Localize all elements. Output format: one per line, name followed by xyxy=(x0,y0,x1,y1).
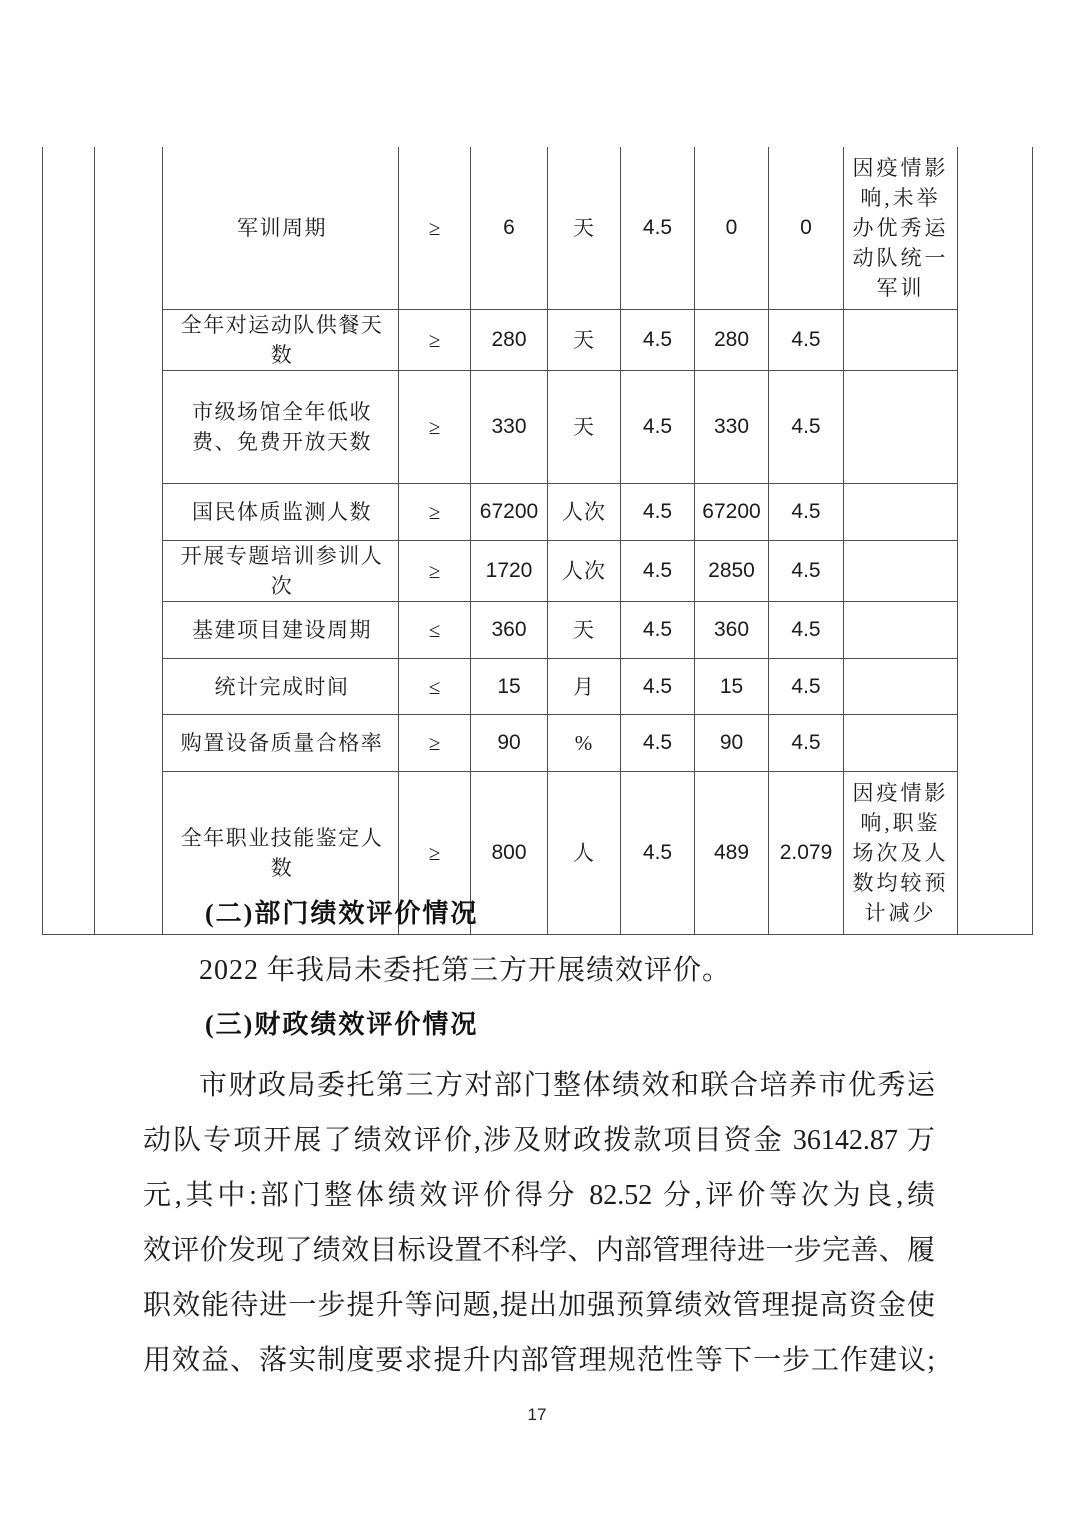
table-row xyxy=(43,541,1033,602)
note-cell xyxy=(844,484,958,541)
indicator-name: 购置设备质量合格率 xyxy=(163,715,399,772)
table-row xyxy=(43,484,1033,541)
actual-value: 330 xyxy=(695,371,769,484)
comparison-symbol: ≤ xyxy=(399,602,471,659)
left-margin-cell-1 xyxy=(43,147,95,935)
paragraph-fiscal-evaluation xyxy=(143,1058,935,1388)
section-heading-fiscal-evaluation: (三)财政绩效评价情况 xyxy=(205,1010,479,1039)
actual-value: 0 xyxy=(695,147,769,310)
note-cell: 因疫情影响,职鉴场次及人数均较预计减少 xyxy=(844,772,958,935)
unit: % xyxy=(548,715,621,772)
note-cell: 因疫情影响,未举办优秀运动队统一军训 xyxy=(844,147,958,310)
actual-value: 67200 xyxy=(695,484,769,541)
left-margin-cell-2 xyxy=(95,147,163,935)
comparison-symbol: ≥ xyxy=(399,715,471,772)
page-number: 17 xyxy=(527,1405,547,1424)
paragraph-line: 用效益、落实制度要求提升内部管理规范性等下一步工作建议; xyxy=(143,1345,935,1376)
indicator-name: 国民体质监测人数 xyxy=(163,484,399,541)
score-weight: 4.5 xyxy=(621,715,695,772)
actual-score: 4.5 xyxy=(769,715,844,772)
actual-value: 360 xyxy=(695,602,769,659)
indicator-name: 基建项目建设周期 xyxy=(163,602,399,659)
comparison-symbol: ≥ xyxy=(399,371,471,484)
note-cell xyxy=(844,541,958,602)
score-weight: 4.5 xyxy=(621,310,695,371)
actual-score: 2.079 xyxy=(769,772,844,935)
indicator-name: 统计完成时间 xyxy=(163,659,399,715)
paragraph-line: 市财政局委托第三方对部门整体绩效和联合培养市优秀运 xyxy=(199,1070,935,1101)
target-value: 360 xyxy=(471,602,548,659)
actual-value: 90 xyxy=(695,715,769,772)
unit: 天 xyxy=(548,147,621,310)
score-weight: 4.5 xyxy=(621,602,695,659)
target-value: 6 xyxy=(471,147,548,310)
unit: 天 xyxy=(548,371,621,484)
table-row xyxy=(43,602,1033,659)
score-weight: 4.5 xyxy=(621,484,695,541)
paragraph-line: 元,其中:部门整体绩效评价得分 82.52 分,评价等次为良,绩 xyxy=(143,1180,935,1211)
target-value: 15 xyxy=(471,659,548,715)
table-row xyxy=(43,310,1033,371)
score-weight: 4.5 xyxy=(621,541,695,602)
score-weight: 4.5 xyxy=(621,147,695,310)
actual-value: 2850 xyxy=(695,541,769,602)
table-row xyxy=(43,147,1033,310)
target-value: 800 xyxy=(471,772,548,935)
paragraph-line: 动队专项开展了绩效评价,涉及财政拨款项目资金 36142.87 万 xyxy=(143,1125,935,1156)
paragraph-dept-evaluation: 2022 年我局未委托第三方开展绩效评价。 xyxy=(199,955,732,986)
score-weight: 4.5 xyxy=(621,371,695,484)
unit: 天 xyxy=(548,310,621,371)
score-weight: 4.5 xyxy=(621,659,695,715)
actual-score: 0 xyxy=(769,147,844,310)
comparison-symbol: ≥ xyxy=(399,541,471,602)
actual-score: 4.5 xyxy=(769,541,844,602)
section-heading-dept-evaluation: (二)部门绩效评价情况 xyxy=(205,899,479,928)
unit: 人次 xyxy=(548,484,621,541)
actual-value: 15 xyxy=(695,659,769,715)
note-cell xyxy=(844,602,958,659)
table-row xyxy=(43,772,1033,935)
indicator-name: 全年对运动队供餐天数 xyxy=(163,310,399,371)
target-value: 280 xyxy=(471,310,548,371)
right-margin-cell xyxy=(958,147,1033,935)
comparison-symbol: ≥ xyxy=(399,484,471,541)
actual-value: 489 xyxy=(695,772,769,935)
actual-score: 4.5 xyxy=(769,310,844,371)
performance-indicator-table xyxy=(42,147,1033,935)
target-value: 67200 xyxy=(471,484,548,541)
target-value: 1720 xyxy=(471,541,548,602)
comparison-symbol: ≤ xyxy=(399,659,471,715)
note-cell xyxy=(844,371,958,484)
actual-score: 4.5 xyxy=(769,371,844,484)
score-weight: 4.5 xyxy=(621,772,695,935)
indicator-name: 军训周期 xyxy=(163,147,399,310)
table-row xyxy=(43,659,1033,715)
unit: 人次 xyxy=(548,541,621,602)
unit: 人 xyxy=(548,772,621,935)
comparison-symbol: ≥ xyxy=(399,310,471,371)
actual-score: 4.5 xyxy=(769,659,844,715)
comparison-symbol: ≥ xyxy=(399,147,471,310)
actual-value: 280 xyxy=(695,310,769,371)
comparison-symbol: ≥ xyxy=(399,772,471,935)
unit: 月 xyxy=(548,659,621,715)
unit: 天 xyxy=(548,602,621,659)
indicator-name: 开展专题培训参训人次 xyxy=(163,541,399,602)
note-cell xyxy=(844,715,958,772)
note-cell xyxy=(844,310,958,371)
indicator-name: 市级场馆全年低收费、免费开放天数 xyxy=(163,371,399,484)
paragraph-line: 职效能待进一步提升等问题,提出加强预算绩效管理提高资金使 xyxy=(143,1290,935,1321)
indicator-name: 全年职业技能鉴定人数 xyxy=(163,772,399,935)
actual-score: 4.5 xyxy=(769,484,844,541)
note-cell xyxy=(844,659,958,715)
target-value: 90 xyxy=(471,715,548,772)
target-value: 330 xyxy=(471,371,548,484)
paragraph-line: 效评价发现了绩效目标设置不科学、内部管理待进一步完善、履 xyxy=(143,1235,935,1266)
table-row xyxy=(43,715,1033,772)
table-row xyxy=(43,371,1033,484)
actual-score: 4.5 xyxy=(769,602,844,659)
